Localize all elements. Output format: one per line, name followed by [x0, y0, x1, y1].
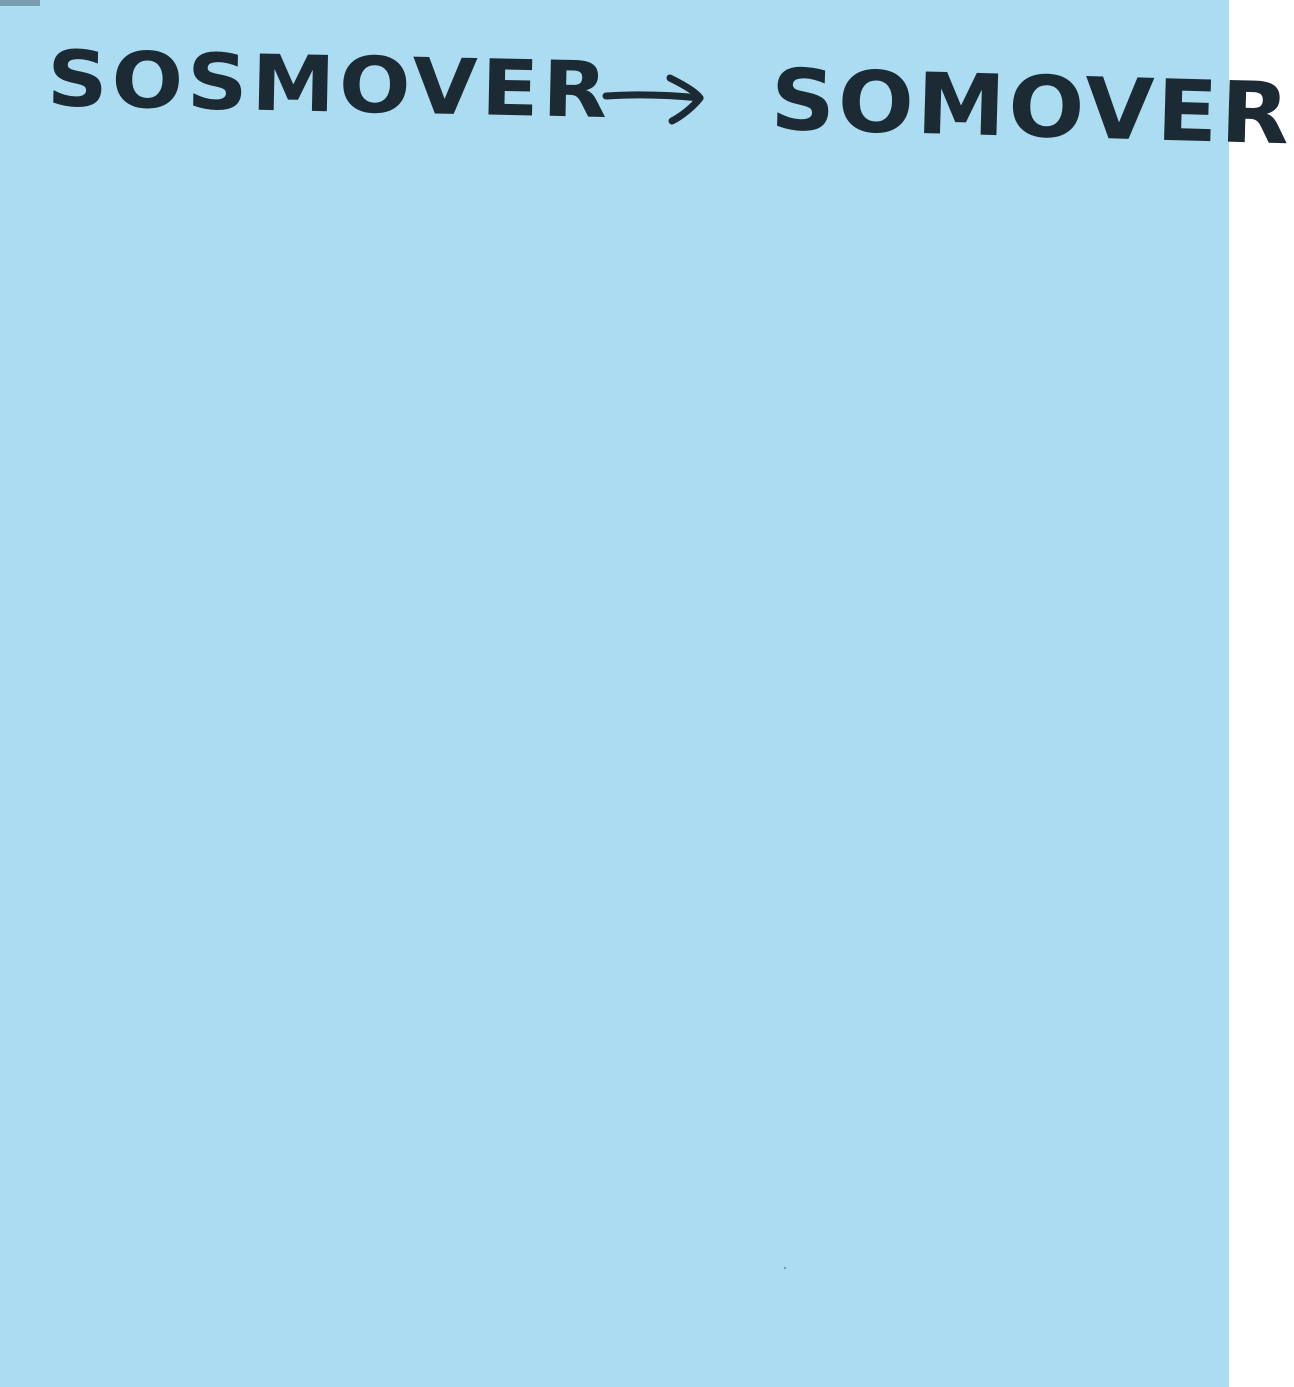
corrected-word: SOMOVER — [769, 50, 1294, 164]
scan-edge-mark — [0, 0, 40, 6]
right-arrow-icon — [600, 66, 712, 136]
paper-speck — [784, 1267, 786, 1269]
original-word: SOSMOVER — [46, 33, 613, 136]
arrow-shaft — [606, 95, 700, 98]
